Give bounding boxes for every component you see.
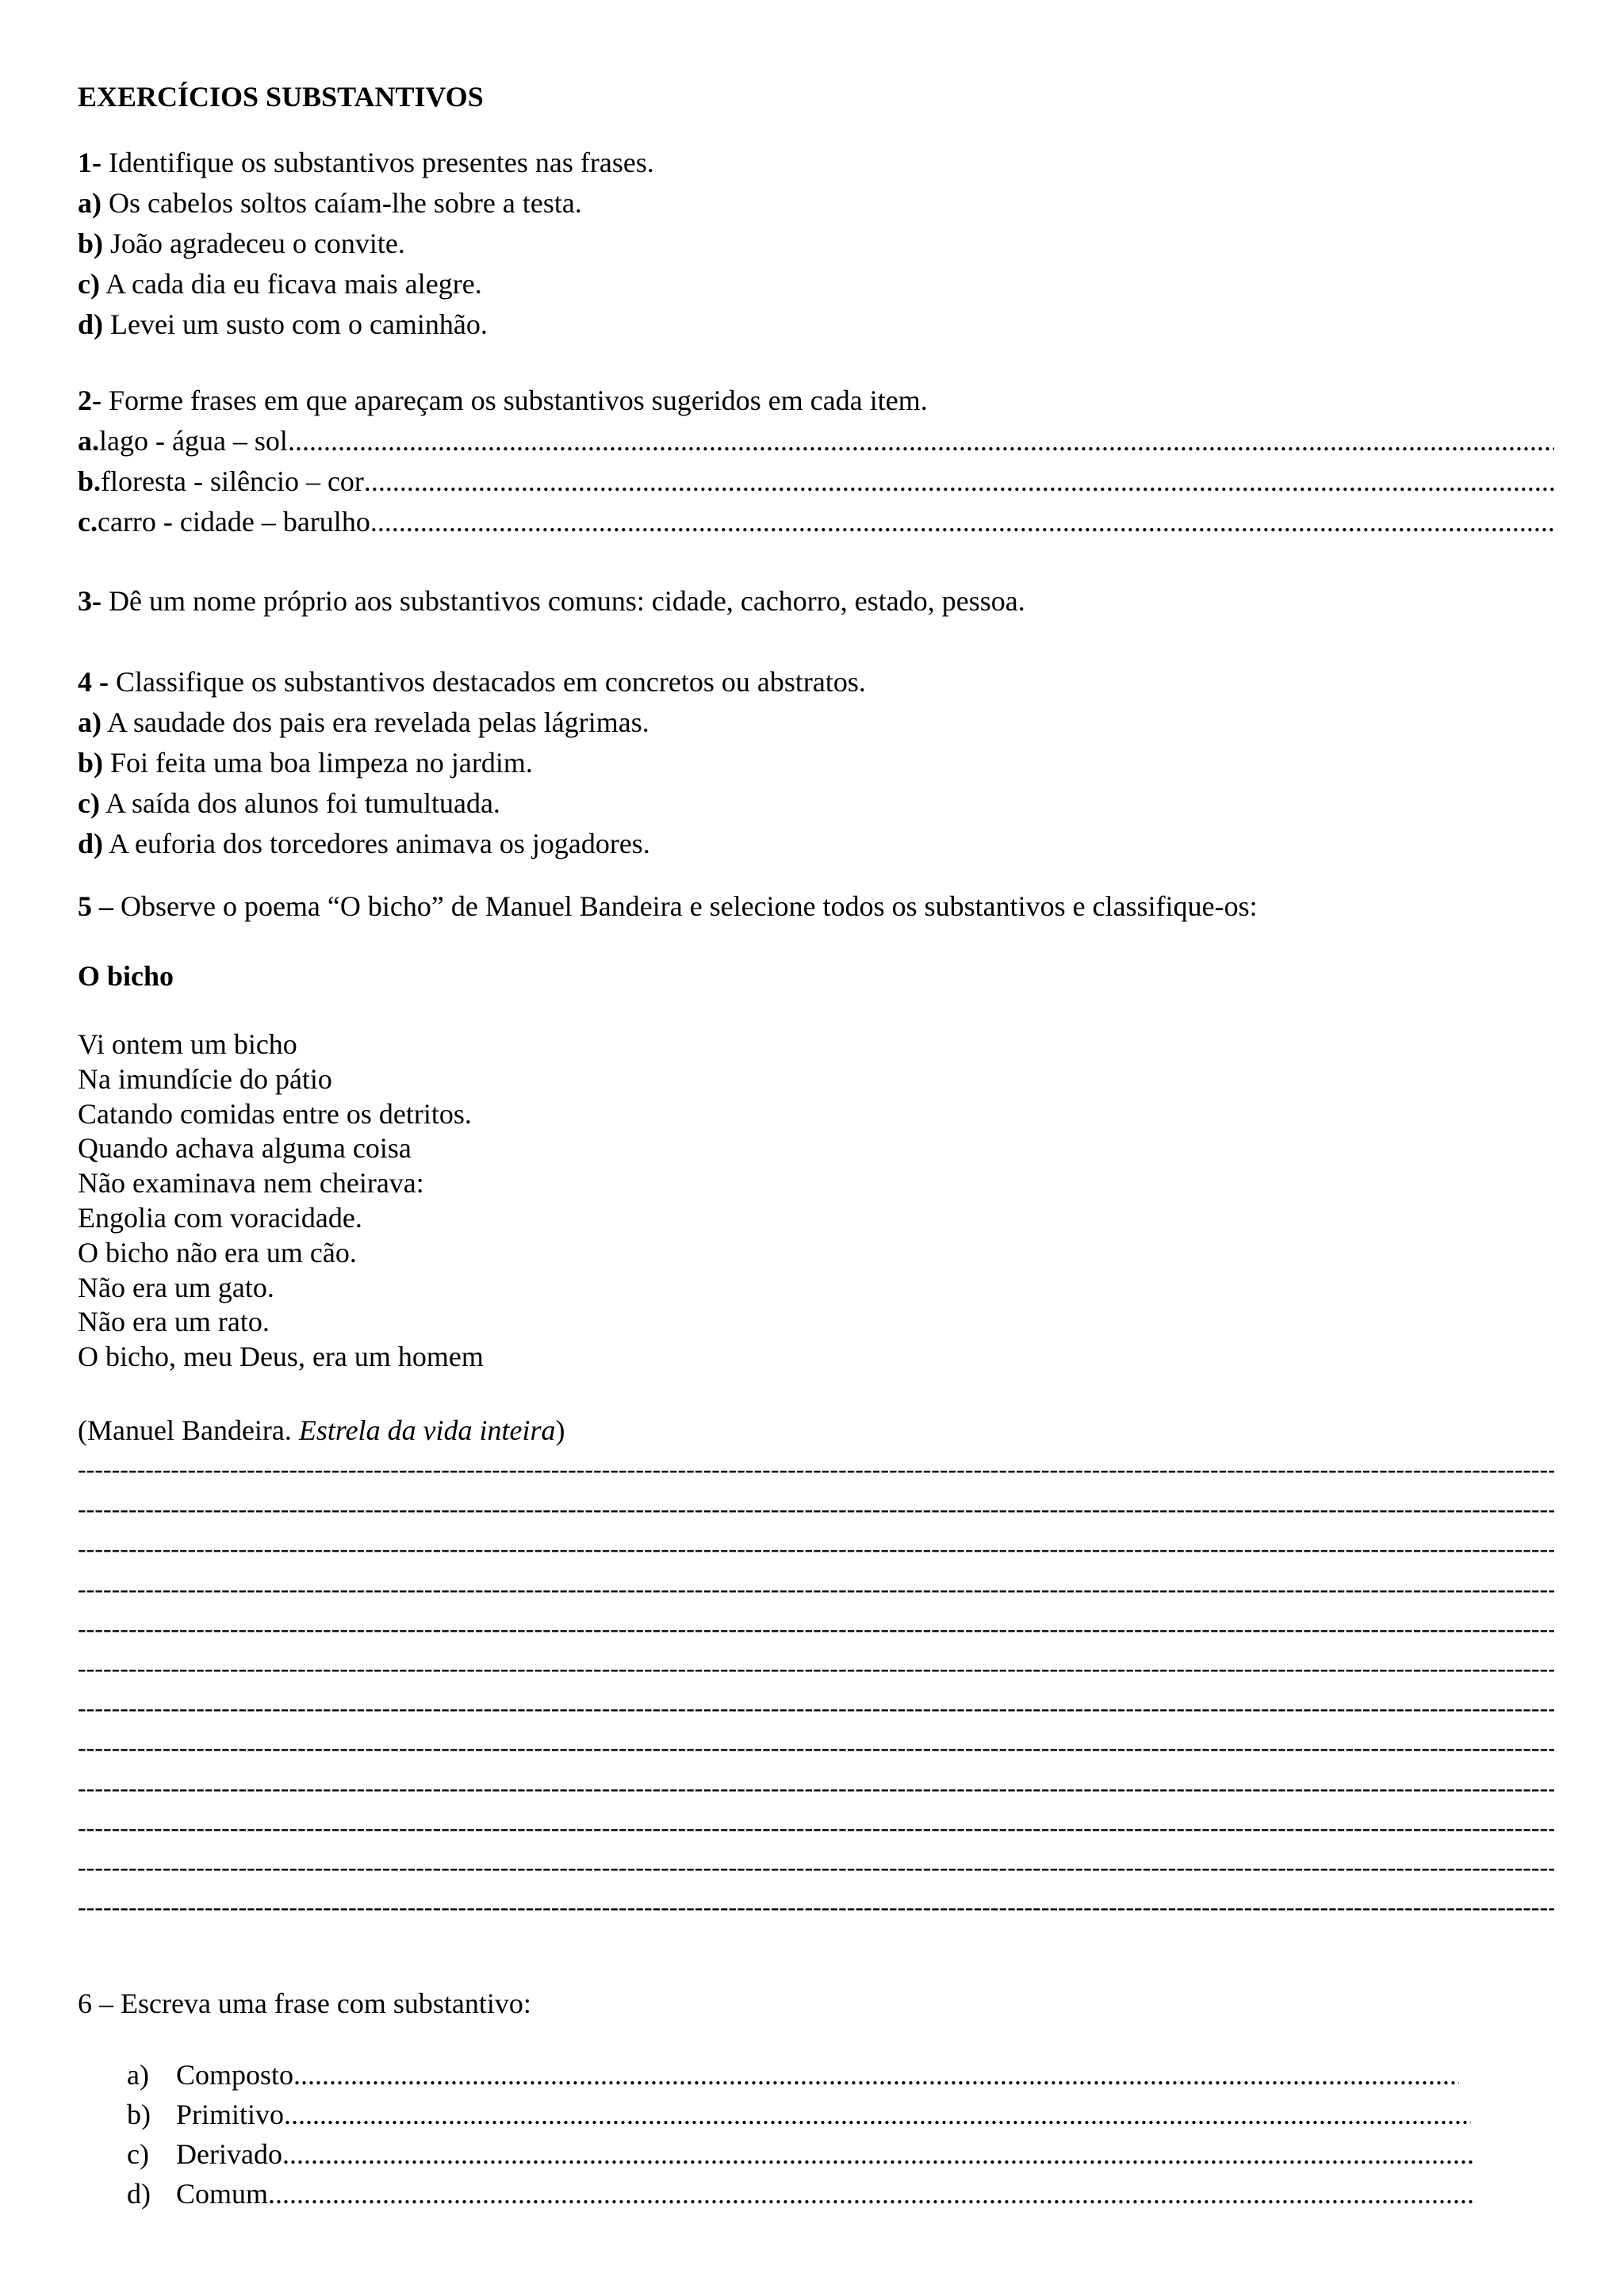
question-number: 4 -	[78, 666, 109, 698]
poem-line: Quando achava alguma coisa	[78, 1132, 412, 1165]
answer-line[interactable]	[127, 2134, 1475, 2174]
answer-line[interactable]	[78, 502, 1554, 542]
poem-title: O bicho	[78, 960, 174, 992]
item-marker: c)	[127, 2138, 149, 2170]
list-item	[78, 304, 654, 345]
dashed-answer-line[interactable]	[78, 1688, 1554, 1728]
list-item	[78, 743, 866, 783]
dashed-answer-line[interactable]	[78, 1648, 1554, 1688]
item-text: carro - cidade – barulho	[97, 506, 370, 538]
item-text: Comum	[176, 2178, 269, 2210]
poem-line: Na imundície do pátio	[78, 1062, 332, 1095]
answer-line[interactable]	[127, 2174, 1475, 2214]
question-6-list	[127, 2055, 1475, 2214]
list-item	[78, 264, 654, 304]
dashed-answer-line[interactable]	[78, 1728, 1554, 1767]
question-4-prompt	[78, 662, 866, 702]
item-marker: b.	[78, 465, 102, 497]
page-title: EXERCÍCIOS SUBSTANTIVOS	[78, 81, 484, 113]
source-book-title: Estrela da vida inteira	[298, 1414, 556, 1446]
question-number: 2-	[78, 385, 102, 416]
answer-line[interactable]	[127, 2055, 1459, 2095]
item-marker: d)	[127, 2178, 151, 2210]
question-1-prompt	[78, 143, 654, 183]
poem-line: Não era um gato.	[78, 1271, 274, 1303]
item-text: A euforia dos torcedores animava os jogadores.	[103, 828, 650, 859]
item-marker: b)	[78, 747, 104, 779]
poem-line: O bicho, meu Deus, era um homem	[78, 1341, 484, 1373]
poem-line: Vi ontem um bicho	[78, 1028, 297, 1060]
item-marker: a)	[78, 187, 102, 219]
dashed-answer-line[interactable]	[78, 1887, 1554, 1927]
item-text: lago - água – sol	[99, 425, 288, 457]
answer-lines[interactable]	[78, 1449, 1554, 1927]
question-text: Identifique os substantivos presentes nas frases.	[102, 147, 654, 178]
item-text: A cada dia eu ficava mais alegre.	[99, 268, 482, 300]
dashed-answer-line[interactable]	[78, 1529, 1554, 1568]
dotted-fill	[293, 2055, 1459, 2095]
question-2	[78, 381, 928, 421]
item-text: Primitivo	[176, 2099, 285, 2130]
question-1	[78, 143, 654, 345]
item-marker: a.	[78, 425, 99, 457]
question-6-prompt: 6 – Escreva uma frase com substantivo:	[78, 1988, 531, 2019]
item-text: A saída dos alunos foi tumultuada.	[99, 787, 500, 819]
answer-line[interactable]	[78, 461, 1554, 502]
dashed-answer-line[interactable]	[78, 1609, 1554, 1648]
item-marker: a)	[78, 706, 102, 738]
item-text: João agradeceu o convite.	[103, 228, 405, 259]
list-item	[78, 183, 654, 224]
list-item	[78, 702, 866, 743]
item-marker: d)	[78, 308, 104, 340]
source-author: (Manuel Bandeira.	[78, 1414, 299, 1446]
item-marker: b)	[127, 2099, 151, 2130]
question-3-prompt	[78, 581, 1025, 622]
answer-line[interactable]	[127, 2095, 1471, 2134]
list-item	[78, 224, 654, 264]
question-6	[78, 1984, 531, 2024]
item-text: A saudade dos pais era revelada pelas lágrimas.	[102, 706, 649, 738]
item-text: Levei um susto com o caminhão.	[103, 308, 488, 340]
list-item	[78, 783, 866, 824]
poem-line: O bicho não era um cão.	[78, 1236, 357, 1269]
question-5	[78, 886, 1258, 927]
question-number: 5 –	[78, 890, 113, 922]
question-4	[78, 662, 866, 864]
dashed-answer-line[interactable]	[78, 1569, 1554, 1609]
question-text: Classifique os substantivos destacados em concretos ou abstratos.	[109, 666, 866, 698]
poem	[78, 1027, 484, 1375]
poem-line: Catando comidas entre os detritos.	[78, 1097, 472, 1130]
question-text: Dê um nome próprio aos substantivos comuns: cidade, cachorro, estado, pessoa.	[102, 585, 1025, 617]
answer-line[interactable]	[78, 421, 1554, 461]
question-2-prompt	[78, 381, 928, 421]
item-text: floresta - silêncio – cor	[101, 465, 364, 497]
question-5-prompt	[78, 886, 1258, 927]
item-marker: d)	[78, 828, 104, 859]
list-item	[78, 824, 866, 864]
dashed-answer-line[interactable]	[78, 1808, 1554, 1847]
dotted-fill	[370, 502, 1554, 542]
dashed-answer-line[interactable]	[78, 1847, 1554, 1887]
dashed-answer-line[interactable]	[78, 1449, 1554, 1489]
item-marker: c)	[78, 787, 100, 819]
item-marker: c)	[78, 268, 100, 300]
item-text: Foi feita uma boa limpeza no jardim.	[103, 747, 533, 779]
source-close: )	[555, 1414, 565, 1446]
dashed-answer-line[interactable]	[78, 1768, 1554, 1808]
item-marker: b)	[78, 228, 104, 259]
dotted-fill	[282, 2134, 1475, 2174]
poem-source	[78, 1411, 565, 1449]
poem-line: Não era um rato.	[78, 1306, 270, 1338]
poem-line: Não examinava nem cheirava:	[78, 1167, 424, 1200]
dashed-answer-line[interactable]	[78, 1489, 1554, 1529]
item-marker: c.	[78, 506, 98, 538]
item-text: Composto	[176, 2059, 294, 2091]
question-number: 1-	[78, 147, 102, 178]
question-text: Forme frases em que apareçam os substantivos sugeridos em cada item.	[102, 385, 928, 416]
poem-line: Engolia com voracidade.	[78, 1201, 362, 1234]
dotted-fill	[288, 421, 1554, 461]
dotted-fill	[364, 461, 1554, 502]
question-3	[78, 581, 1025, 622]
dotted-fill	[284, 2095, 1471, 2134]
item-text: Os cabelos soltos caíam-lhe sobre a testa.	[102, 187, 582, 219]
item-text: Derivado	[176, 2138, 282, 2170]
question-text: Observe o poema “O bicho” de Manuel Bandeira e selecione todos os substantivos e classifique-os:	[113, 890, 1258, 922]
question-number: 3-	[78, 585, 102, 617]
item-marker: a)	[127, 2059, 149, 2091]
dotted-fill	[268, 2174, 1475, 2214]
